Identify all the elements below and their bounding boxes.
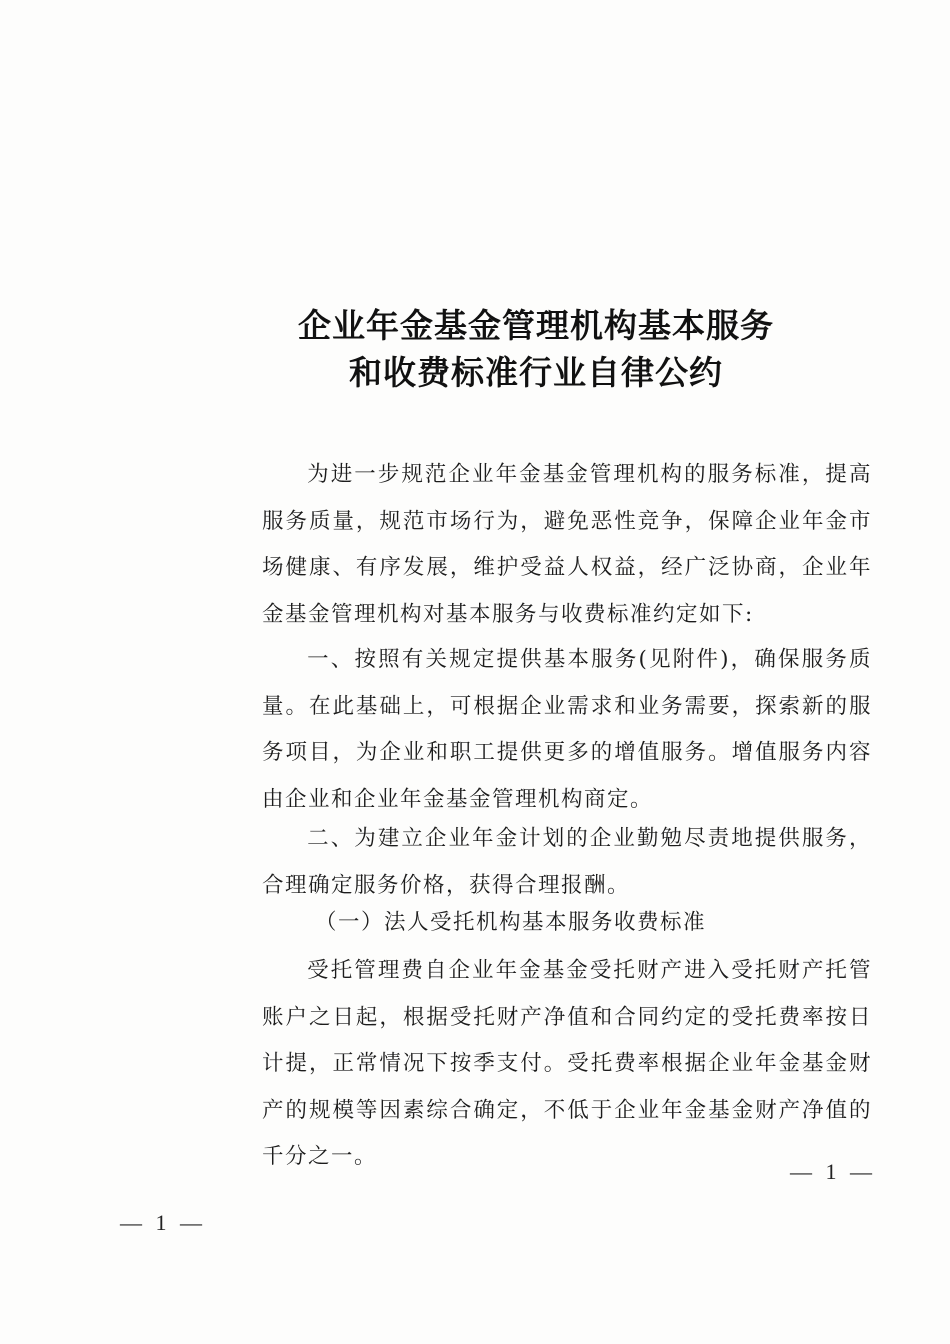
trustee-fee-paragraph: 受托管理费自企业年金基金受托财产进入受托财产托管账户之日起，根据受托财产净值和合同约定的受托费率按日计提，正常情况下按季支付。受托费率根据企业年金基金财产的规模等因素综合确定，不低于企业年金基金财产净值的千分之一。 — [262, 958, 872, 1169]
item-one-paragraph: 一、按照有关规定提供基本服务(见附件)，确保服务质量。在此基础上，可根据企业需求和业务需要，探索新的服务项目，为企业和职工提供更多的增值服务。增值服务内容由企业和企业年金基金管理机构商定。 — [262, 647, 872, 812]
page-number-outer: — 1 — — [120, 1210, 206, 1235]
sub-heading-trustee-fees: （一）法人受托机构基本服务收费标准 — [315, 910, 707, 935]
intro-paragraph: 为进一步规范企业年金基金管理机构的服务标准，提高服务质量，规范市场行为，避免恶性竞争，保障企业年金市场健康、有序发展，维护受益人权益，经广泛协商，企业年金基金管理机构对基本服务与收费标准约定如下: — [262, 462, 872, 627]
document-title-line2: 和收费标准行业自律公约 — [349, 353, 723, 392]
item-two-paragraph: 二、为建立企业年金计划的企业勤勉尽责地提供服务，合理确定服务价格，获得合理报酬。 — [262, 826, 872, 898]
page-number-inner: — 1 — — [790, 1159, 876, 1184]
document-title-line1: 企业年金基金管理机构基本服务 — [298, 306, 774, 345]
